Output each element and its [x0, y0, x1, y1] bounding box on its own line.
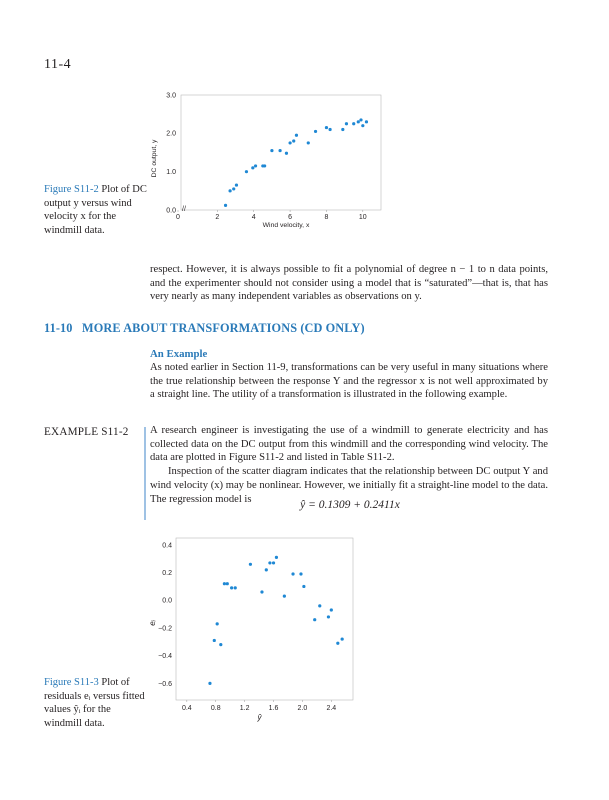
chart1-data-point [224, 204, 227, 207]
chart2-data-point [283, 595, 286, 598]
chart2-data-point [302, 585, 305, 588]
chart1-y-tick-label: 3.0 [166, 92, 176, 100]
chart2-data-point [265, 568, 268, 571]
chart2-x-axis-label: ŷ [257, 713, 262, 722]
chart1-data-point [295, 134, 298, 137]
example-label: EXAMPLE S11-2 [44, 426, 129, 438]
chart1-x-tick-label: 4 [251, 214, 256, 221]
chart1-y-tick-label: 2.0 [166, 130, 176, 138]
chart1-x-tick-label: 8 [324, 214, 329, 221]
chart2-y-tick-label: −0.6 [158, 680, 172, 688]
chart2-y-tick-label: 0.0 [162, 597, 172, 605]
page-number: 11-4 [44, 57, 72, 72]
chart2-frame [176, 538, 353, 700]
chart2-x-tick-label: 1.6 [268, 705, 279, 712]
chart1-x-tick-label: 0 [176, 214, 180, 221]
figure-s11-3-caption [44, 676, 148, 730]
chart2-data-point [260, 590, 263, 593]
chart2-x-tick-label: 0.8 [210, 705, 221, 712]
chart1-y-axis-label: DC output, y [151, 139, 158, 178]
residuals-scatter-plot [150, 533, 360, 725]
chart2-data-point [216, 622, 219, 625]
chart2-y-tick-label: −0.4 [158, 653, 172, 661]
chart2-y-tick-label: −0.2 [158, 625, 172, 633]
chart1-x-tick-label: 10 [358, 214, 367, 221]
chart1-data-point [270, 149, 273, 152]
chart1-data-point [232, 187, 235, 190]
chart1-frame [181, 95, 381, 210]
chart1-data-point [292, 139, 295, 142]
example-body [150, 424, 548, 506]
chart1-y-tick-label: 0.0 [166, 207, 176, 215]
chart1-data-point [235, 183, 238, 186]
chart1-data-point [307, 141, 310, 144]
subsection-heading: An Example [150, 348, 208, 360]
regression-equation: ŷ = 0.1309 + 0.2411x [300, 499, 400, 511]
section-number: 11-10 [44, 321, 73, 335]
chart1-data-point [285, 152, 288, 155]
chart2-data-point [208, 682, 211, 685]
figure-s11-2-caption [44, 183, 148, 237]
example-paragraph-2: Inspection of the scatter diagram indicates that the relationship between DC output Y and wind velocity (x) may be nonlinear. However, we initially fit a straight-line model to the data. The regression model is [150, 466, 548, 505]
chart2-data-point [318, 604, 321, 607]
chart1-data-point [251, 166, 254, 169]
chart1-data-point [314, 130, 317, 133]
chart1-data-point [365, 120, 368, 123]
example-divider [144, 427, 146, 520]
chart1-data-point [245, 170, 248, 173]
chart2-data-point [291, 572, 294, 575]
chart2-data-point [275, 556, 278, 559]
chart2-y-tick-label: 0.2 [162, 570, 172, 578]
chart1-data-point [359, 118, 362, 121]
chart1-data-point [352, 122, 355, 125]
chart2-data-point [223, 582, 226, 585]
chart2-data-point [341, 637, 344, 640]
figure-s11-2-text: Plot of DC output y versus wind velocity x for the windmill data. [44, 184, 147, 236]
chart2-data-point [249, 563, 252, 566]
chart1-data-point [288, 141, 291, 144]
chart1-data-point [254, 164, 257, 167]
chart1-y-tick-label: 1.0 [166, 169, 176, 177]
chart2-data-point [336, 642, 339, 645]
chart2-y-axis-label: eᵢ [148, 620, 157, 626]
chart1-x-tick-label: 6 [288, 214, 293, 221]
chart2-data-point [230, 586, 233, 589]
chart2-data-point [313, 618, 316, 621]
chart1-data-point [278, 149, 281, 152]
chart2-data-point [299, 572, 302, 575]
figure-s11-3-text: Plot of residuals eᵢ versus fitted values ŷᵢ for the windmill data. [44, 677, 145, 729]
windmill-scatter-plot [140, 84, 390, 232]
chart2-data-point [268, 561, 271, 564]
chart1-data-point [228, 189, 231, 192]
chart2-x-tick-label: 1.2 [239, 705, 250, 712]
section-title: MORE ABOUT TRANSFORMATIONS (CD ONLY) [82, 321, 365, 335]
chart2-x-tick-label: 2.0 [297, 705, 308, 712]
paragraph-respect: respect. However, it is always possible to fit a polynomial of degree n − 1 to n data points, and the experimenter should not consider using a model that is “saturated”—that is, that has very nearly as many independent variables as observations on y. [150, 264, 548, 303]
chart2-data-point [234, 586, 237, 589]
chart1-data-point [345, 122, 348, 125]
chart2-data-point [272, 561, 275, 564]
section-heading [44, 321, 365, 336]
chart2-data-point [213, 639, 216, 642]
example-paragraph-1: A research engineer is investigating the use of a windmill to generate electricity and has collected data on the DC output from this windmill and the corresponding wind velocity. The data are plotted in Figure S11-2 and listed in Table S11-2. [150, 425, 548, 464]
chart1-data-point [263, 164, 266, 167]
chart2-data-point [219, 643, 222, 646]
paragraph-example-intro: As noted earlier in Section 11-9, transformations can be very useful in many situations where the true relationship between the response Y and the regressor x is not well approximated by a straight line. The utility of a transformation is illustrated in the following example. [150, 362, 548, 401]
chart2-data-point [330, 608, 333, 611]
chart2-x-tick-label: 2.4 [326, 705, 337, 712]
chart2-data-point [226, 582, 229, 585]
chart1-data-point [357, 120, 360, 123]
chart1-data-point [328, 128, 331, 131]
chart2-data-point [327, 615, 330, 618]
chart1-data-point [325, 126, 328, 129]
chart1-x-axis-label: Wind velocity, x [262, 222, 310, 229]
chart2-y-tick-label: 0.4 [162, 542, 172, 550]
chart1-x-tick-label: 2 [215, 214, 220, 221]
chart1-data-point [341, 128, 344, 131]
figure-s11-2-label: Figure S11-2 [44, 184, 99, 195]
chart2-x-tick-label: 0.4 [181, 705, 192, 712]
chart1-data-point [361, 124, 364, 127]
figure-s11-3-label: Figure S11-3 [44, 677, 99, 688]
chart1-axis-break: // [182, 206, 186, 213]
